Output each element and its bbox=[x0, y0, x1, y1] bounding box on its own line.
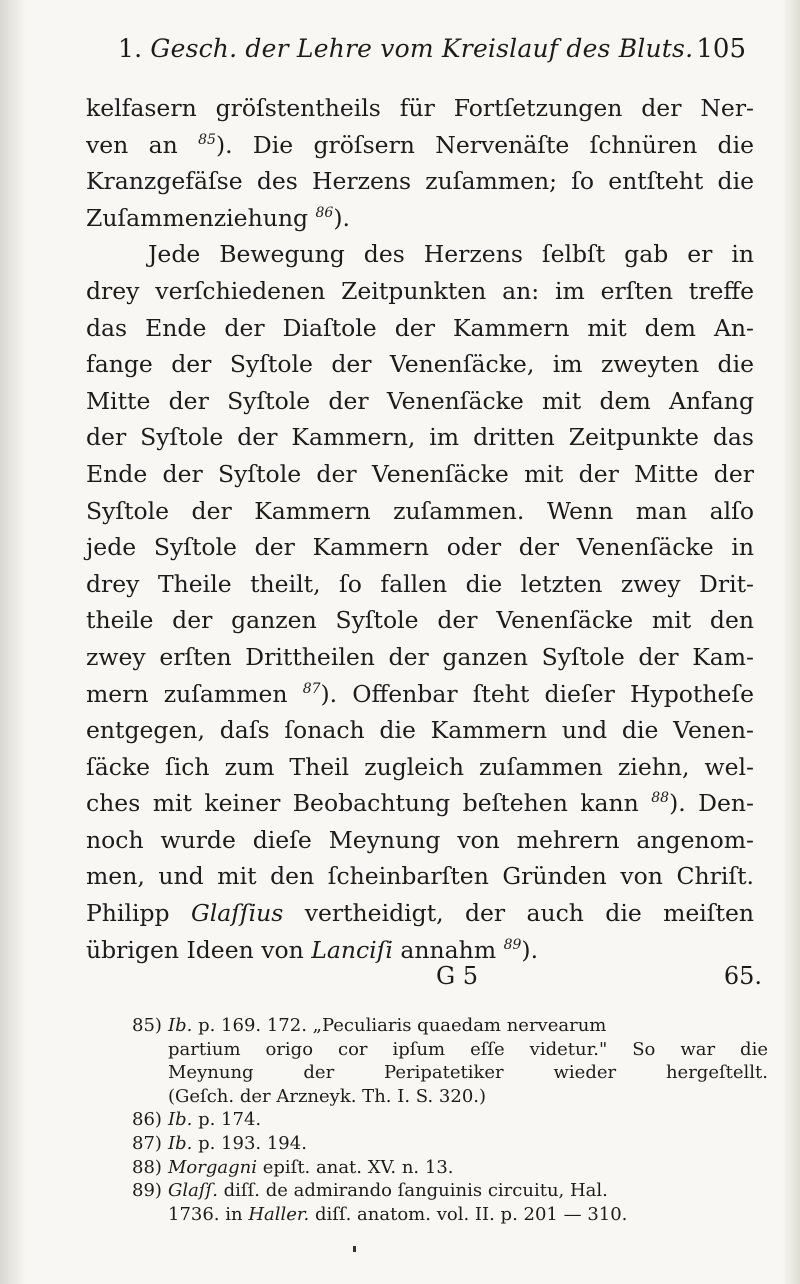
body-line bbox=[86, 383, 754, 420]
italic-name: Haller. bbox=[248, 1203, 310, 1225]
gutter-shadow bbox=[0, 0, 26, 1284]
body-line bbox=[86, 163, 754, 200]
footnote-continuation bbox=[132, 1061, 768, 1085]
footnote-number: 88) bbox=[132, 1156, 162, 1178]
text-run: Zuſammenziehung bbox=[86, 203, 316, 232]
text-run: Kranzgefäſse des Herzens zuſammen; ſo entſteht die bbox=[86, 167, 754, 196]
footnote-number: 85) bbox=[132, 1015, 162, 1036]
text-run: ven an bbox=[86, 130, 199, 159]
body-line bbox=[86, 90, 754, 127]
italic-name: Ib. bbox=[168, 1132, 193, 1154]
ink-dot bbox=[353, 1246, 356, 1252]
body-line bbox=[86, 273, 754, 310]
text-run: ). Den- bbox=[669, 789, 754, 818]
body-line bbox=[86, 676, 754, 713]
text-run: diſſ. de admirando ſanguinis circuitu, Hal. bbox=[217, 1180, 608, 1202]
body-line bbox=[86, 895, 754, 932]
text-run: entgegen, daſs ſonach die Kammern und die Venen- bbox=[86, 716, 754, 745]
chapter-number: 1. bbox=[118, 34, 151, 63]
footnotes bbox=[132, 1014, 768, 1226]
footnote-continuation bbox=[132, 1203, 768, 1227]
text-run: kelfasern gröſstentheils für Fortſetzungen der Ner- bbox=[86, 94, 754, 122]
text-run: jede Syſtole der Kammern oder der Venenſäcke in bbox=[86, 533, 754, 562]
footnote-number: 89) bbox=[132, 1180, 162, 1202]
italic-name: Glaſſ. bbox=[168, 1180, 218, 1202]
text-run: Jede Bewegung des Herzens ſelbſt gab er in bbox=[148, 240, 754, 269]
text-run: ches mit keiner Beobachtung beſtehen kann bbox=[86, 789, 652, 818]
italic-name: Ib. bbox=[168, 1015, 193, 1036]
body-text bbox=[86, 90, 754, 968]
text-run: ). Die gröſsern Nervenäſte ſchnüren die bbox=[215, 130, 754, 159]
text-run: p. 169. 172. „Peculiaris quaedam nervearum bbox=[192, 1015, 607, 1036]
body-line bbox=[86, 529, 754, 566]
footnote bbox=[132, 1014, 768, 1038]
page-number: 105 bbox=[696, 34, 746, 64]
text-run: zwey erſten Drittheilen der ganzen Syſtole der Kam- bbox=[86, 642, 754, 671]
text-run: drey Theile theilt, ſo fallen die letzten zwey Drit- bbox=[86, 569, 754, 598]
catchword: 65. bbox=[723, 962, 762, 990]
text-run: mern zuſammen bbox=[86, 679, 303, 708]
footnote-number: 86) bbox=[132, 1109, 162, 1131]
text-run: ). bbox=[333, 203, 350, 232]
signature-mark: G 5 bbox=[436, 962, 479, 990]
footnote bbox=[132, 1156, 768, 1180]
chapter-title: Gesch. der Lehre vom Kreislauf des Bluts. bbox=[150, 34, 694, 63]
italic-name: Lanciſi bbox=[311, 935, 393, 964]
text-run: p. 193. 194. bbox=[192, 1132, 307, 1154]
body-line bbox=[86, 127, 754, 164]
body-line bbox=[86, 310, 754, 347]
text-run: drey verſchiedenen Zeitpunkten an: im erſten treffe bbox=[86, 276, 754, 305]
body-line bbox=[86, 785, 754, 822]
footnote-reference: 85 bbox=[198, 131, 216, 148]
text-run: Ende der Syſtole der Venenſäcke mit der Mitte der bbox=[86, 459, 754, 488]
body-line bbox=[86, 566, 754, 603]
footnote-reference: 89 bbox=[503, 936, 522, 953]
text-run: ). Offenbar ſteht dieſer Hypotheſe bbox=[320, 679, 754, 708]
text-run: men, und mit den ſcheinbarſten Gründen von Chriſt. bbox=[86, 862, 754, 891]
text-run: Meynung der Peripatetiker wieder hergeſtellt. bbox=[168, 1062, 768, 1084]
signature-row bbox=[86, 962, 762, 994]
running-head bbox=[118, 34, 693, 63]
italic-name: Ib. bbox=[168, 1109, 193, 1131]
body-line bbox=[86, 200, 754, 237]
text-run: annahm bbox=[392, 935, 504, 964]
body-line bbox=[86, 712, 754, 749]
text-run: diſſ. anatom. vol. II. p. 201 — 310. bbox=[309, 1203, 628, 1225]
text-run: theile der ganzen Syſtole der Venenſäcke mit den bbox=[86, 606, 754, 635]
text-run: der Syſtole der Kammern, im dritten Zeitpunkte das bbox=[86, 423, 754, 452]
text-run: ). bbox=[521, 935, 539, 964]
body-line bbox=[86, 602, 754, 639]
body-line bbox=[86, 858, 754, 895]
footnote-number: 87) bbox=[132, 1132, 162, 1154]
body-line bbox=[86, 493, 754, 530]
footnote-reference: 87 bbox=[302, 680, 321, 697]
footnote bbox=[132, 1108, 768, 1132]
text-run: vertheidigt, der auch die meiſten bbox=[283, 899, 754, 928]
footnote-continuation bbox=[132, 1038, 768, 1062]
text-run: 1736. in bbox=[168, 1203, 249, 1225]
text-run: noch wurde dieſe Meynung von mehrern angenom- bbox=[86, 825, 754, 854]
text-run: übrigen Ideen von bbox=[86, 935, 312, 964]
italic-name: Morgagni bbox=[168, 1156, 257, 1178]
text-run: epiſt. anat. XV. n. 13. bbox=[257, 1156, 454, 1178]
body-line bbox=[86, 346, 754, 383]
text-run: (Geſch. der Arzneyk. Th. I. S. 320.) bbox=[168, 1085, 487, 1107]
footnote bbox=[132, 1179, 768, 1203]
text-run: ſäcke ſich zum Theil zugleich zuſammen ziehn, wel- bbox=[86, 752, 754, 781]
body-line bbox=[86, 419, 754, 456]
text-run: Syſtole der Kammern zuſammen. Wenn man alſo bbox=[86, 496, 754, 525]
text-run: fange der Syſtole der Venenſäcke, im zweyten die bbox=[86, 350, 754, 379]
body-line bbox=[86, 639, 754, 676]
footnote bbox=[132, 1132, 768, 1156]
text-run: Philipp bbox=[86, 899, 191, 928]
italic-name: Glaſſius bbox=[190, 899, 284, 928]
footnote-continuation bbox=[132, 1085, 768, 1109]
page-header bbox=[118, 30, 746, 74]
body-line bbox=[86, 822, 754, 859]
text-run: das Ende der Diaſtole der Kammern mit dem An- bbox=[86, 313, 754, 342]
footnote-reference: 88 bbox=[651, 790, 670, 807]
text-run: partium origo cor ipſum eſſe videtur." So war die bbox=[168, 1038, 768, 1060]
text-run: p. 174. bbox=[192, 1109, 262, 1131]
body-line bbox=[86, 749, 754, 786]
footnote-reference: 86 bbox=[315, 204, 334, 221]
edge-shadow bbox=[782, 0, 800, 1284]
text-run: Mitte der Syſtole der Venenſäcke mit dem Anfang bbox=[86, 386, 754, 415]
body-line bbox=[86, 456, 754, 493]
body-line bbox=[86, 236, 754, 273]
